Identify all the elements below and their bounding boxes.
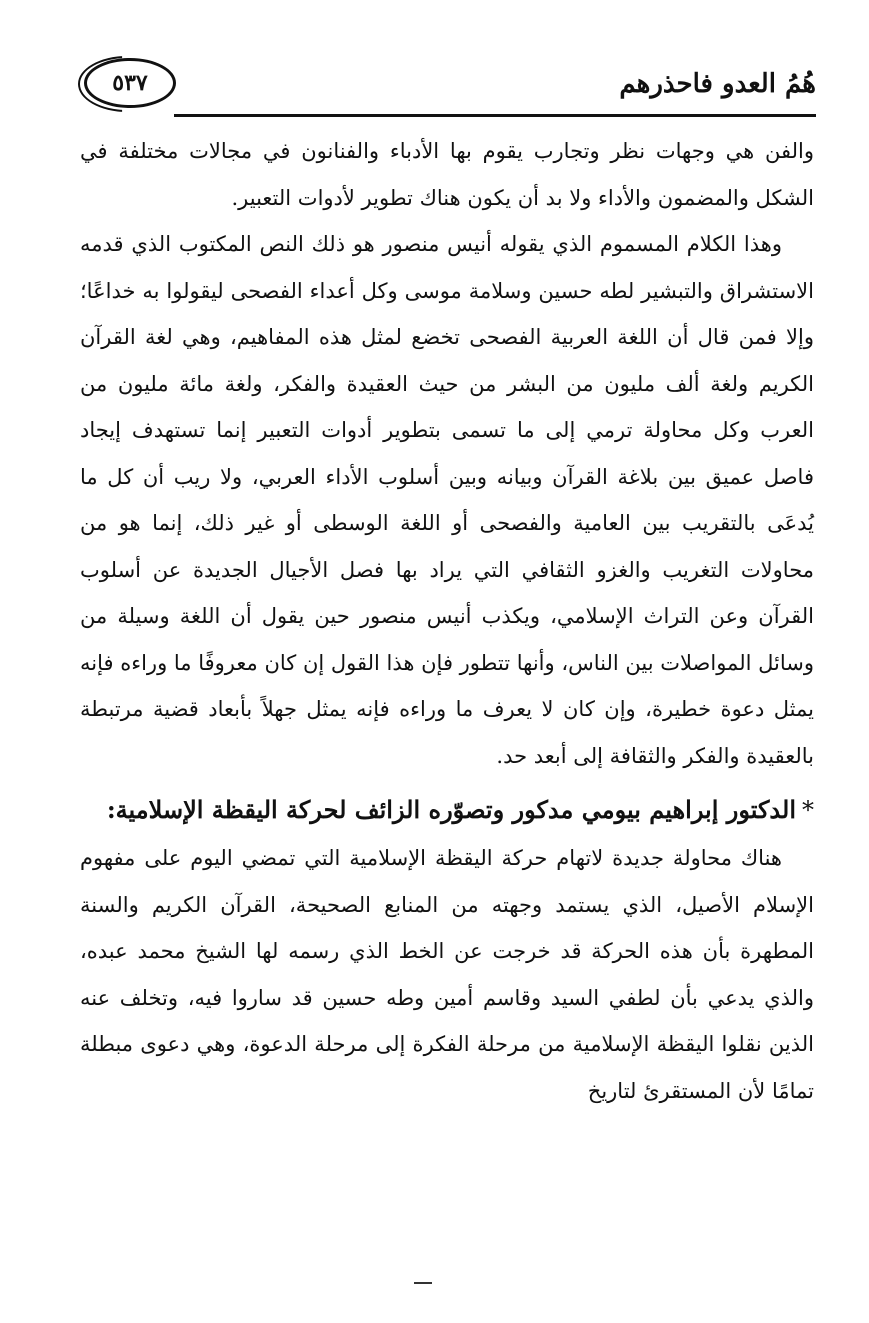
section-heading-text: الدكتور إبراهيم بيومي مدكور وتصوّره الزائف لحركة اليقظة الإسلامية: xyxy=(106,795,796,824)
page-body xyxy=(80,128,814,1114)
asterisk-icon: * xyxy=(802,796,814,824)
page-header xyxy=(78,48,816,120)
section-heading xyxy=(80,785,814,835)
footer-dash xyxy=(414,1282,432,1284)
running-title: هُمُ العدو فاحذرهم xyxy=(619,69,816,99)
paragraph-3: هناك محاولة جديدة لاتهام حركة اليقظة الإسلامية التي تمضي اليوم على مفهوم الإسلام الأصيل، الذي يستمد وجهته من المنابع الصحيحة، القرآن الكريم والسنة المطهرة بأن هذه الحركة قد خرجت عن الخط الذي رسمه لها الشيخ محمد عبده، والذي يدعي بأن لطفي السيد وقاسم أمين وطه حسين قد ساروا فيه، وتخلف عنه الذين نقلوا اليقظة الإسلامية من مرحلة الفكرة إلى مرحلة الدعوة، وهي دعوى مبطلة تمامًا لأن المستقرئ لتاريخ xyxy=(80,846,814,1103)
paragraph-2: وهذا الكلام المسموم الذي يقوله أنيس منصور هو ذلك النص المكتوب الذي قدمه الاستشراق والتبشير لطه حسين وسلامة موسى وكل أعداء الفصحى ليقولوا به خداعًا؛ وإلا فمن قال أن اللغة العربية الفصحى تخضع لمثل هذه المفاهيم، وهي لغة القرآن الكريم ولغة ألف مليون من البشر من حيث العقيدة والفكر، ولغة مائة مليون من العرب وكل محاولة ترمي إلى ما تسمى بتطوير أدوات التعبير إنما تستهدف إيجاد فاصل عميق بين بلاغة القرآن وبيانه وبين أسلوب الأداء العربي، ولا ريب أن كل ما يُدعَى بالتقريب بين العامية والفصحى أو اللغة الوسطى أو غير ذلك، إنما هو من محاولات التغريب والغزو الثقافي التي يراد بها فصل الأجيال الجديدة عن أسلوب القرآن وعن التراث الإسلامي، ويكذب أنيس منصور حين يقول أن اللغة وسيلة من وسائل المواصلات بين الناس، وأنها تتطور فإن هذا القول إن كان معروفًا ما وراءه فإنه يمثل دعوة خطيرة، وإن كان لا يعرف ما وراءه فإنه يمثل جهلاً بأبعاد قضية مرتبطة بالعقيدة والفكر والثقافة إلى أبعد حد. xyxy=(80,232,814,768)
header-rule xyxy=(174,114,816,117)
paragraph-1: والفن هي وجهات نظر وتجارب يقوم بها الأدباء والفنانون في مجالات مختلفة في الشكل والمضمون والأداء ولا بد أن يكون هناك تطوير لأدوات التعبير. xyxy=(80,139,814,210)
page-number-badge xyxy=(84,58,176,108)
page-number: ٥٣٧ xyxy=(112,70,148,96)
